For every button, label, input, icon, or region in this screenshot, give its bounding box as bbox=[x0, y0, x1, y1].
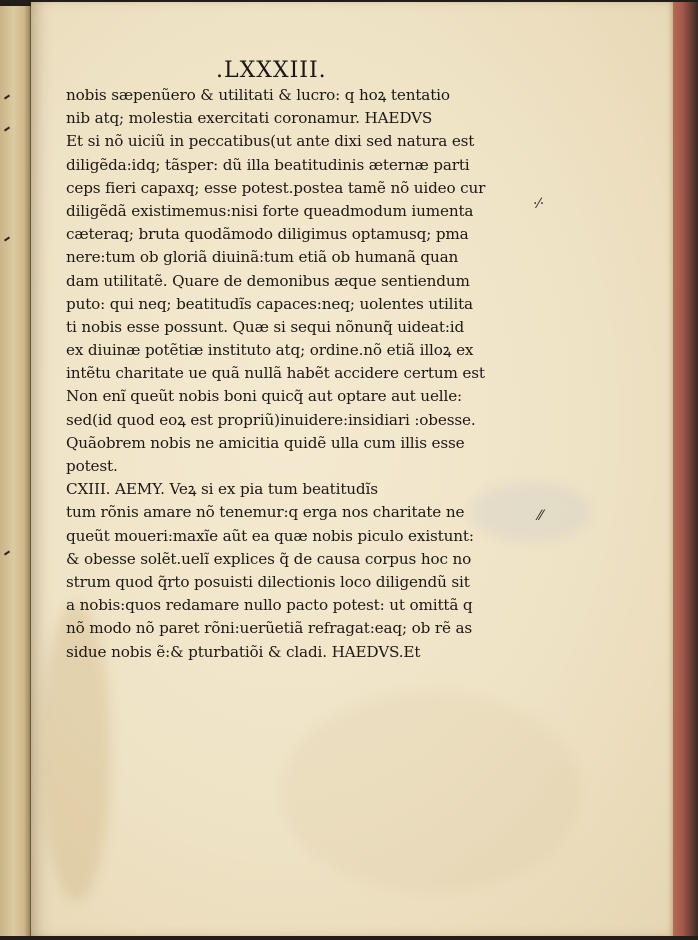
text-line: nere:tum ob gloriã diuinã:tum etiã ob humanã quan bbox=[66, 248, 459, 267]
text-line: cæteraq; bruta quodãmodo diligimus optamusq; pma bbox=[66, 225, 469, 244]
marginal-annotation: ·⁄· bbox=[533, 196, 545, 212]
text-line: sidue nobis ẽ:& pturbatiõi & cladi. HAEDVS.Et bbox=[66, 642, 421, 661]
facing-page-mark bbox=[4, 126, 10, 131]
text-line: tum rõnis amare nõ tenemur:q erga nos charitate ne bbox=[66, 503, 465, 522]
text-line: ti nobis esse possunt. Quæ si sequi nõnunq̃ uideat:id bbox=[66, 317, 465, 336]
text-line: strum quod q̃rto posuisti dilectionis loco diligendũ sit bbox=[66, 572, 470, 591]
text-line: diligẽdã existimemus:nisi forte queadmodum iumenta bbox=[66, 201, 474, 220]
marginal-annotation: ⁄⁄ bbox=[538, 508, 543, 524]
text-line: puto: qui neq; beatitudĩs capaces:neq; uolentes utilita bbox=[66, 294, 473, 313]
page-fore-edge bbox=[673, 2, 698, 936]
text-line: Non enĩ queũt nobis boni quicq̃ aut optare aut uelle: bbox=[66, 387, 462, 406]
folio-number: .LXXXIII. bbox=[216, 58, 327, 83]
text-line: a nobis:quos redamare nullo pacto potest: ut omittã q bbox=[66, 596, 473, 615]
text-line: dam utilitatẽ. Quare de demonibus æque sentiendum bbox=[66, 271, 470, 290]
paper-stain bbox=[281, 692, 581, 892]
text-line: diligẽda:idq; tãsper: dũ illa beatitudinis æternæ parti bbox=[66, 155, 470, 174]
text-line: Et si nõ uiciũ in peccatibus(ut ante dixi sed natura est bbox=[66, 132, 475, 151]
facing-page-mark bbox=[4, 550, 10, 555]
section-heading-line: CXIII. AEMY. Veꝝ si ex pia tum beatitudĩs bbox=[66, 480, 378, 499]
text-line: queũt moueri:maxĩe aũt ea quæ nobis piculo existunt: bbox=[66, 526, 474, 545]
facing-page-mark bbox=[4, 236, 10, 241]
text-line: nobis sæpenũero & utilitati & lucro: q hoꝝ tentatio bbox=[66, 86, 450, 104]
text-block bbox=[66, 84, 491, 664]
text-line: nõ modo nõ paret rõni:uerũetiã refragat:eaq; ob rẽ as bbox=[66, 619, 473, 638]
text-line: intẽtu charitate ue quã nullã habẽt accidere certum est bbox=[66, 364, 485, 383]
text-line: potest. bbox=[66, 457, 118, 475]
text-line: sed(id quod eoꝝ est propriũ)inuidere:insidiari :obesse. bbox=[66, 410, 476, 429]
text-line: Quãobrem nobis ne amicitia quidẽ ulla cum illis esse bbox=[66, 433, 465, 452]
text-line: ex diuinæ potẽtiæ instituto atq; ordine.nõ etiã illoꝝ ex bbox=[66, 341, 474, 360]
facing-page-mark bbox=[4, 94, 10, 99]
facing-page-edge bbox=[0, 6, 31, 936]
text-line: & obesse solẽt.uelĩ explices q̃ de causa corpus hoc no bbox=[66, 549, 472, 568]
text-line: ceps fieri capaxq; esse potest.postea tamẽ nõ uideo cur bbox=[66, 178, 486, 197]
text-line: nib atq; molestia exercitati coronamur. HAEDVS bbox=[66, 109, 433, 128]
